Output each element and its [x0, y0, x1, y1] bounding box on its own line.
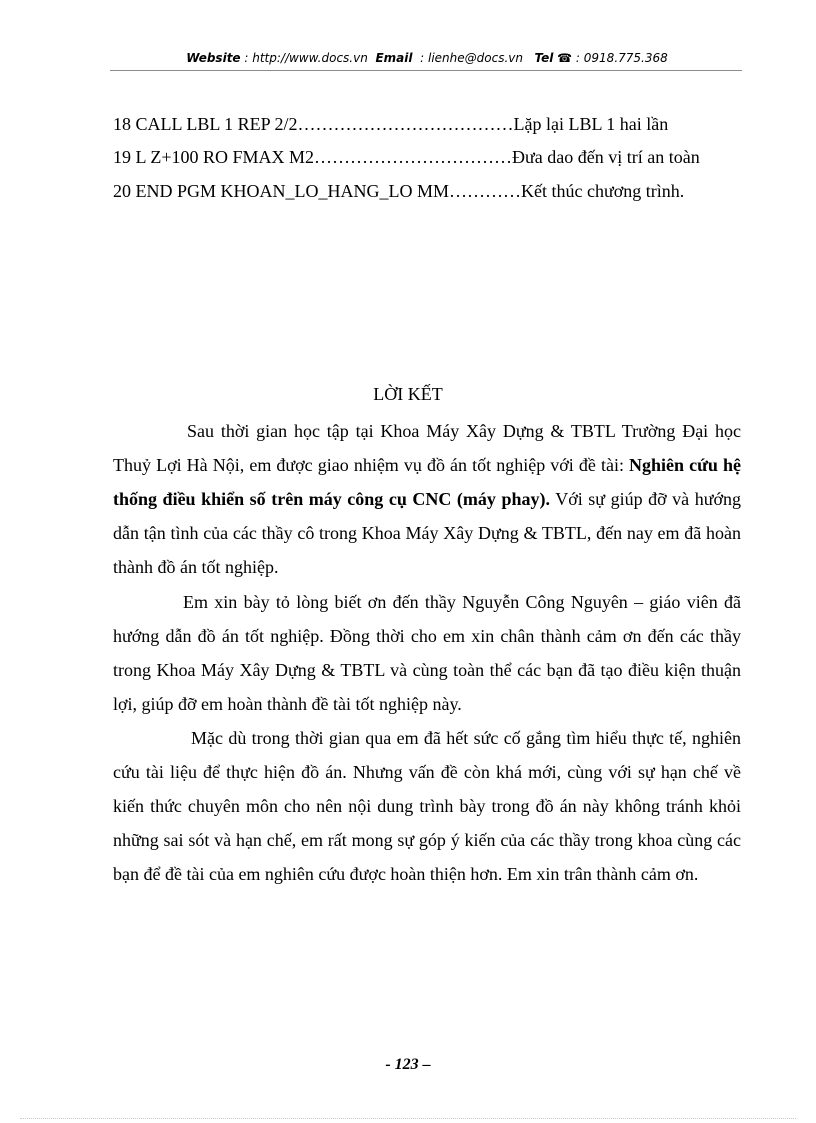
paragraph-1 [113, 414, 741, 584]
tel-value: 0918.775.368 [583, 51, 668, 65]
paragraph-1-text-b: Với sự giúp đỡ và hướng dẫn tận tình của các thầy cô trong Khoa Máy Xây Dựng & TBTL, đến nay em đã hoàn thành đồ án tốt nghiệp. [113, 489, 741, 577]
tel-label: Tel [534, 51, 554, 65]
code-line-19: 19 L Z+100 RO FMAX M2……………………………Đưa dao đến vị trí an toàn [113, 147, 700, 167]
code-line-18: 18 CALL LBL 1 REP 2/2………………………………Lặp lại LBL 1 hai lần [113, 114, 669, 134]
thesis-title: Nghiên cứu hệ thống điều khiển số trên máy công cụ CNC (máy phay). [113, 455, 742, 509]
email-label: Email [375, 51, 413, 65]
paragraph-3 [113, 721, 741, 891]
phone-icon: ☎ [557, 51, 573, 65]
section-title: LỜI KẾT [373, 384, 443, 404]
page-bottom-divider [20, 1118, 796, 1119]
paragraph-2 [113, 585, 741, 721]
page-number: - 123 – [385, 1056, 431, 1073]
email-link[interactable]: lienhe@docs.vn [428, 51, 523, 65]
header-divider [110, 70, 742, 71]
paragraph-2-text: Em xin bày tỏ lòng biết ơn đến thầy Nguyễn Công Nguyên – giáo viên đã hướng dẫn đồ án tốt nghiệp. Đồng thời cho em xin chân thành cảm ơn đến các thầy trong Khoa Máy Xây Dựng & TBTL và cùng toàn thể các bạn đã tạo điều kiện thuận lợi, giúp đỡ em hoàn thành đề tài tốt nghiệp này. [113, 592, 741, 714]
paragraph-3-text: Mặc dù trong thời gian qua em đã hết sức cố gắng tìm hiểu thực tế, nghiên cứu tài liệu để thực hiện đồ án. Nhưng vấn đề còn khá mới, cùng với sự hạn chế về kiến thức chuyên môn cho nên nội dung trình bày trong đồ án này không tránh khỏi những sai sót và hạn chế, em rất mong sự góp ý kiến của các thầy trong khoa cùng các bạn để đề tài của em nghiên cứu được hoàn thiện hơn. Em xin trân thành cảm ơn. [113, 728, 741, 884]
website-link[interactable]: http://www.docs.vn [252, 51, 368, 65]
page-header: Website : http://www.docs.vn Email : lienhe@docs.vn Tel ☎ : 0918.775.368 [186, 51, 668, 65]
website-label: Website [186, 51, 241, 65]
code-line-20: 20 END PGM KHOAN_LO_HANG_LO MM…………Kết thúc chương trình. [113, 181, 685, 201]
paragraph-1-text-a: Sau thời gian học tập tại Khoa Máy Xây Dựng & TBTL Trường Đại học Thuỷ Lợi Hà Nội, em được giao nhiệm vụ đồ án tốt nghiệp với đề tài: [113, 421, 741, 475]
